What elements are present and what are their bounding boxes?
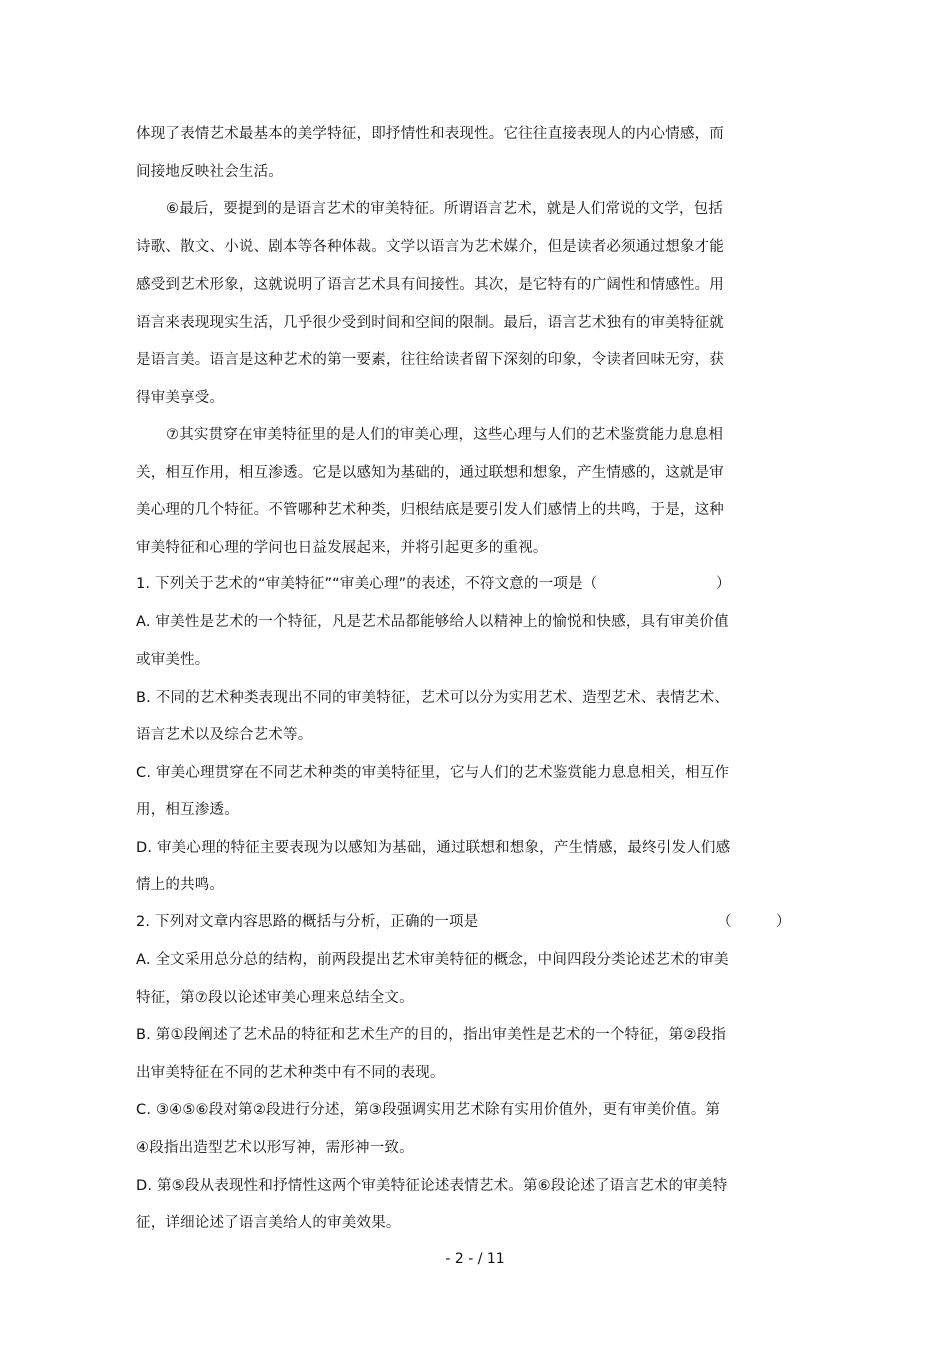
paragraph7-line: 美心理的几个特征。不管哪种艺术种类，归根结底是要引发人们感情上的共鸣，于是，这种 xyxy=(136,502,724,518)
question1-option-b: 语言艺术以及综合艺术等。 xyxy=(136,727,313,743)
paragraph6-line: 语言来表现现实生活，几乎很少受到时间和空间的限制。最后，语言艺术独有的审美特征就 xyxy=(136,315,724,331)
paragraph7-line: ⑦其实贯穿在审美特征里的是人们的审美心理，这些心理与人们的艺术鉴赏能力息息相 xyxy=(166,427,724,443)
question2-answer-paren-open: （ xyxy=(717,914,732,930)
question2-option-c: C. ③④⑤⑥段对第②段进行分述，第③段强调实用艺术除有实用价值外，更有审美价值。第 xyxy=(136,1102,721,1118)
paragraph7-line: 审美特征和心理的学问也日益发展起来，并将引起更多的重视。 xyxy=(136,540,548,556)
question2-option-c: ④段指出造型艺术以形写神，需形神一致。 xyxy=(136,1140,414,1156)
question2-option-b: B. 第①段阐述了艺术品的特征和艺术生产的目的，指出审美性是艺术的一个特征，第②段指 xyxy=(136,1027,727,1043)
question1-option-c: C. 审美心理贯穿在不同艺术种类的审美特征里，它与人们的艺术鉴赏能力息息相关，相互作 xyxy=(136,765,730,781)
question1-option-d: D. 审美心理的特征主要表现为以感知为基础，通过联想和想象，产生情感，最终引发人们感 xyxy=(136,840,731,856)
page-number: - 2 - / 11 xyxy=(445,1251,505,1267)
question1-option-a: A. 审美性是艺术的一个特征，凡是艺术品都能够给人以精神上的愉悦和快感，具有审美价值 xyxy=(136,614,729,630)
paragraph7-line: 关，相互作用，相互渗透。它是以感知为基础的，通过联想和想象，产生情感的，这就是审 xyxy=(136,465,724,481)
question2-stem: 2. 下列对文章内容思路的概括与分析，正确的一项是 xyxy=(136,914,479,930)
paragraph6-line: 得审美享受。 xyxy=(136,390,225,406)
question2-option-a: 特征，第⑦段以论述审美心理来总结全文。 xyxy=(136,990,414,1006)
paragraph6-line: 诗歌、散文、小说、剧本等各种体裁。文学以语言为艺术媒介，但是读者必须通过想象才能 xyxy=(136,239,724,255)
question2-option-d: 征，详细论述了语言美给人的审美效果。 xyxy=(136,1215,401,1231)
question2-answer-paren-close: ） xyxy=(776,914,791,930)
question2-option-b: 出审美特征在不同的艺术种类中有不同的表现。 xyxy=(136,1065,445,1081)
question1-option-d: 情上的共鸣。 xyxy=(136,877,225,893)
paragraph6-line: 感受到艺术形象，这就说明了语言艺术具有间接性。其次，是它特有的广阔性和情感性。用 xyxy=(136,277,724,293)
question1-answer-paren: ） xyxy=(716,576,731,592)
question2-option-a: A. 全文采用总分总的结构，前两段提出艺术审美特征的概念，中间四段分类论述艺术的审美 xyxy=(136,952,729,968)
question1-option-b: B. 不同的艺术种类表现出不同的审美特征，艺术可以分为实用艺术、造型艺术、表情艺术、 xyxy=(136,690,730,706)
question1-option-a: 或审美性。 xyxy=(136,652,210,668)
paragraph6-line: 是语言美。语言是这种艺术的第一要素，往往给读者留下深刻的印象，令读者回味无穷，获 xyxy=(136,352,724,368)
paragraph5-line: 间接地反映社会生活。 xyxy=(136,164,283,180)
question1-option-c: 用，相互渗透。 xyxy=(136,802,239,818)
paragraph6-line: ⑥最后，要提到的是语言艺术的审美特征。所谓语言艺术，就是人们常说的文学，包括 xyxy=(166,201,724,217)
question2-option-d: D. 第⑤段从表现性和抒情性这两个审美特征论述表情艺术。第⑥段论述了语言艺术的审美特 xyxy=(136,1178,728,1194)
paragraph5-line: 体现了表情艺术最基本的美学特征，即抒情性和表现性。它往往直接表现人的内心情感，而 xyxy=(136,126,724,142)
question1-stem: 1. 下列关于艺术的“审美特征”“审美心理”的表述，不符文意的一项是（ xyxy=(136,576,598,592)
